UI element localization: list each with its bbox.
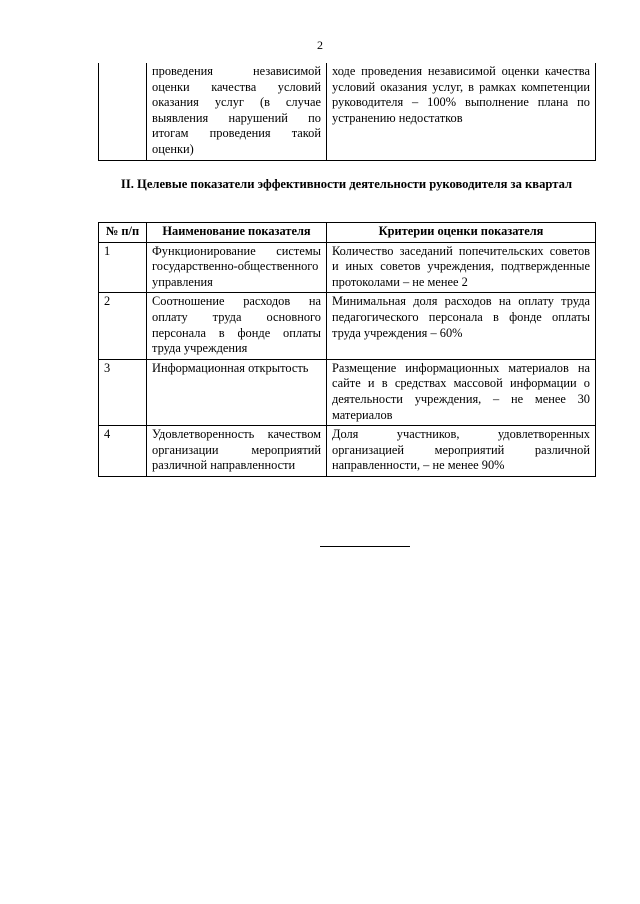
row-num: 4 bbox=[99, 426, 147, 477]
continuation-name-cell: проведения независимой оценки качества условий оказания услуг (в случае выявления нарушений по итогам проведения такой оценки) bbox=[147, 63, 327, 160]
row-criteria: Количество заседаний попечительских советов и иных советов учреждения, подтвержденные протоколами – не менее 2 bbox=[327, 242, 596, 293]
row-criteria: Размещение информационных материалов на сайте и в средствах массовой информации о деятельности учреждения, – не менее 30 материалов bbox=[327, 359, 596, 425]
row-name: Соотношение расходов на оплату труда основного персонала в фонде оплаты труда учреждения bbox=[147, 293, 327, 359]
indicators-table bbox=[98, 222, 596, 477]
header-num: № п/п bbox=[99, 223, 147, 243]
row-name: Функционирование системы государственно-общественного управления bbox=[147, 242, 327, 293]
row-num: 3 bbox=[99, 359, 147, 425]
table-row bbox=[99, 242, 596, 293]
table-row bbox=[99, 293, 596, 359]
header-name: Наименование показателя bbox=[147, 223, 327, 243]
continuation-criteria-cell: ходе проведения независимой оценки качества условий оказания услуг, в рамках компетенции руководителя – 100% выполнение плана по устранению недостатков bbox=[327, 63, 596, 160]
header-criteria: Критерии оценки показателя bbox=[327, 223, 596, 243]
row-name: Информационная открытость bbox=[147, 359, 327, 425]
row-name: Удовлетворенность качеством организации мероприятий различной направленности bbox=[147, 426, 327, 477]
table-row bbox=[99, 63, 596, 160]
continuation-table bbox=[98, 63, 596, 161]
row-criteria: Минимальная доля расходов на оплату труда педагогического персонала в фонде оплаты труда учреждения – 60% bbox=[327, 293, 596, 359]
section-title: II. Целевые показатели эффективности деятельности руководителя за квартал bbox=[120, 177, 573, 191]
continuation-num-cell bbox=[99, 63, 147, 160]
end-divider-line bbox=[320, 546, 410, 547]
row-num: 1 bbox=[99, 242, 147, 293]
table-header-row bbox=[99, 223, 596, 243]
row-criteria: Доля участников, удовлетворенных организацией мероприятий различной направленности, – не менее 90% bbox=[327, 426, 596, 477]
table-row bbox=[99, 426, 596, 477]
table-row bbox=[99, 359, 596, 425]
row-num: 2 bbox=[99, 293, 147, 359]
page-number: 2 bbox=[317, 38, 323, 52]
